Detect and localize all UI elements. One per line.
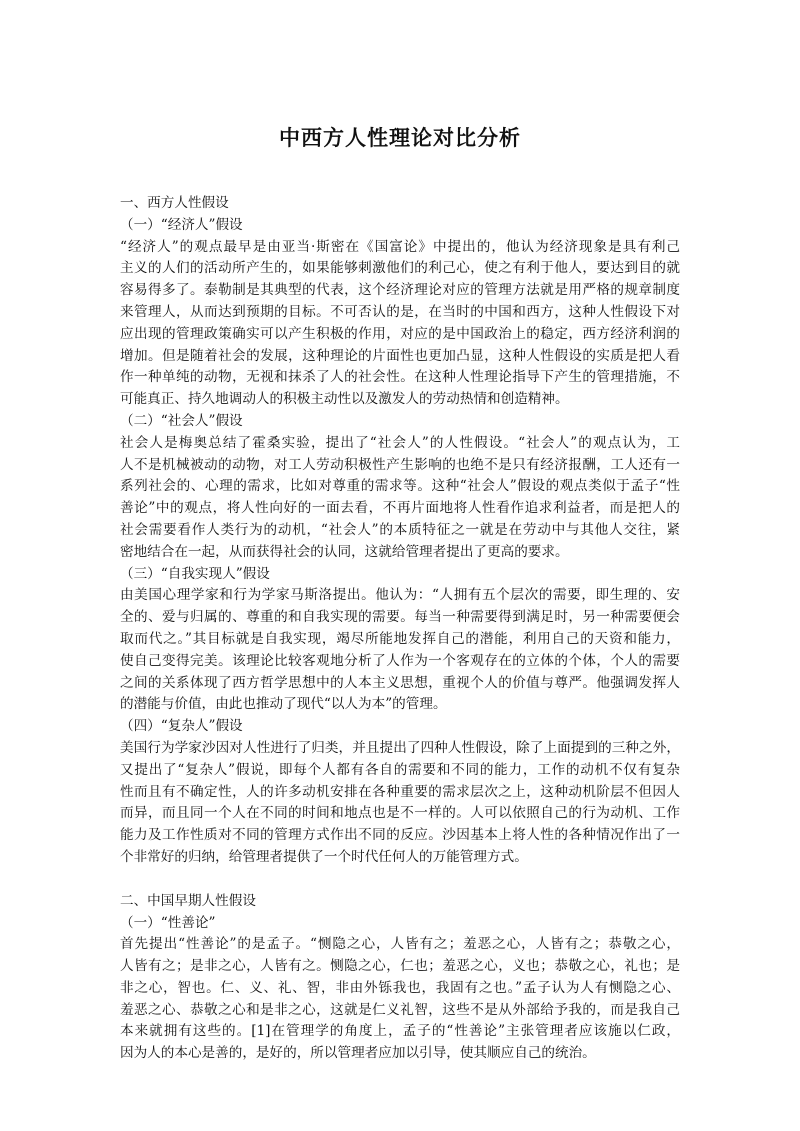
- paragraph-line: 社会人是梅奥总结了霍桑实验，提出了“社会人”的人性假设。“社会人”的观点认为，工: [120, 434, 680, 451]
- paragraph-line: 个非常好的归纳，给管理者提供了一个时代任何人的万能管理方式。: [120, 848, 528, 865]
- paragraph-line: 美国行为学家沙因对人性进行了归类，并且提出了四种人性假设，除了上面提到的三种之外，: [120, 739, 680, 756]
- paragraph-line: 社会需要看作人类行为的动机，“社会人”的本质特征之一就是在劳动中与其他人交往，紧: [120, 521, 680, 538]
- section-heading: 一、西方人性假设: [120, 195, 229, 211]
- paragraph-line: 应出现的管理政策确实可以产生积极的作用，对应的是中国政治上的稳定，西方经济利润的: [120, 325, 680, 342]
- paragraph-line: 善论”中的观点，将人性向好的一面去看，不再片面地将人性看作追求利益者，而是把人的: [120, 500, 680, 517]
- paragraph-line: 人皆有之；是非之心，人皆有之。恻隐之心，仁也；羞恶之心，义也；恭敬之心，礼也；是: [120, 958, 680, 975]
- paragraph-line: 作一种单纯的动物，无视和抹杀了人的社会性。在这种人性理论指导下产生的管理措施，不: [120, 369, 680, 386]
- page-title: 中西方人性理论对比分析: [279, 126, 521, 150]
- subsection-heading: （三）“自我实现人”假设: [120, 565, 270, 582]
- paragraph-line: 首先提出“性善论”的是孟子。“恻隐之心，人皆有之；羞恶之心，人皆有之；恭敬之心，: [120, 936, 680, 953]
- section-gap: [120, 869, 680, 891]
- paragraph-line: 的潜能与价值，由此也推动了现代“以人为本”的管理。: [120, 696, 447, 713]
- paragraph-line: 取而代之。”其目标就是自我实现，竭尽所能地发挥自己的潜能，利用自己的天资和能力，: [120, 630, 680, 647]
- document-body: [120, 193, 680, 1065]
- paragraph-line: 由美国心理学家和行为学家马斯洛提出。他认为：“人拥有五个层次的需要，即生理的、安: [120, 587, 680, 604]
- paragraph-line: 性而且有不确定性，人的许多动机安排在各种重要的需求层次之上，这种动机阶层不但因人: [120, 783, 680, 800]
- paragraph-line: 使自己变得完美。该理论比较客观地分析了人作为一个客观存在的立体的个体，个人的需要: [120, 652, 680, 669]
- subsection-heading: （一）“性善论”: [120, 914, 216, 931]
- paragraph-line: 容易得多了。泰勒制是其典型的代表，这个经济理论对应的管理方法就是用严格的规章制度: [120, 282, 680, 299]
- paragraph-line: 本来就拥有这些的。[1]在管理学的角度上，孟子的“性善论”主张管理者应该施以仁政，: [120, 1023, 680, 1040]
- paragraph-line: 系列社会的、心理的需求，比如对尊重的需求等。这种“社会人”假设的观点类似于孟子“性: [120, 478, 680, 495]
- paragraph-line: 全的、爱与归属的、尊重的和自我实现的需要。每当一种需要得到满足时，另一种需要便会: [120, 609, 680, 626]
- paragraph-line: 可能真正、持久地调动人的积极主动性以及激发人的劳动热情和创造精神。: [120, 391, 569, 408]
- paragraph-line: 而异，而且同一个人在不同的时间和地点也是不一样的。人可以依照自己的行为动机、工作: [120, 805, 680, 822]
- paragraph-line: 非之心，智也。仁、义、礼、智，非由外铄我也，我固有之也。”孟子认为人有恻隐之心、: [120, 979, 680, 996]
- paragraph-line: 之间的关系体现了西方哲学思想中的人本主义思想，重视个人的价值与尊严。他强调发挥人: [120, 674, 680, 691]
- paragraph-line: 密地结合在一起，从而获得社会的认同，这就给管理者提出了更高的要求。: [120, 543, 569, 560]
- paragraph-line: 能力及工作性质对不同的管理方式作出不同的反应。沙因基本上将人性的各种情况作出了一: [120, 827, 680, 844]
- section-heading: 二、中国早期人性假设: [120, 892, 256, 909]
- paragraph-line: 因为人的本心是善的，是好的，所以管理者应加以引导，使其顺应自己的统治。: [120, 1045, 596, 1062]
- paragraph-line: 又提出了“复杂人”假说，即每个人都有各自的需要和不同的能力，工作的动机不仅有复杂: [120, 761, 680, 778]
- paragraph-line: 人不是机械被动的动物，对工人劳动积极性产生影响的也绝不是只有经济报酬，工人还有一: [120, 456, 680, 473]
- paragraph-line: 增加。但是随着社会的发展，这种理论的片面性也更加凸显，这种人性假设的实质是把人看: [120, 347, 680, 364]
- paragraph-line: 羞恶之心、恭敬之心和是非之心，这就是仁义礼智，这些不是从外部给予我的，而是我自己: [120, 1001, 680, 1018]
- subsection-heading: （二）“社会人”假设: [120, 412, 243, 429]
- subsection-heading: （四）“复杂人”假设: [120, 718, 243, 735]
- paragraph-line: “经济人”的观点最早是由亚当·斯密在《国富论》中提出的，他认为经济现象是具有利己: [120, 238, 680, 255]
- paragraph-line: 主义的人们的活动所产生的，如果能够刺激他们的利己心，使之有利于他人，要达到目的就: [120, 260, 680, 277]
- paragraph-line: 来管理人，从而达到预期的目标。不可否认的是，在当时的中国和西方，这种人性假设下对: [120, 303, 680, 320]
- subsection-heading: （一）“经济人”假设: [120, 216, 243, 233]
